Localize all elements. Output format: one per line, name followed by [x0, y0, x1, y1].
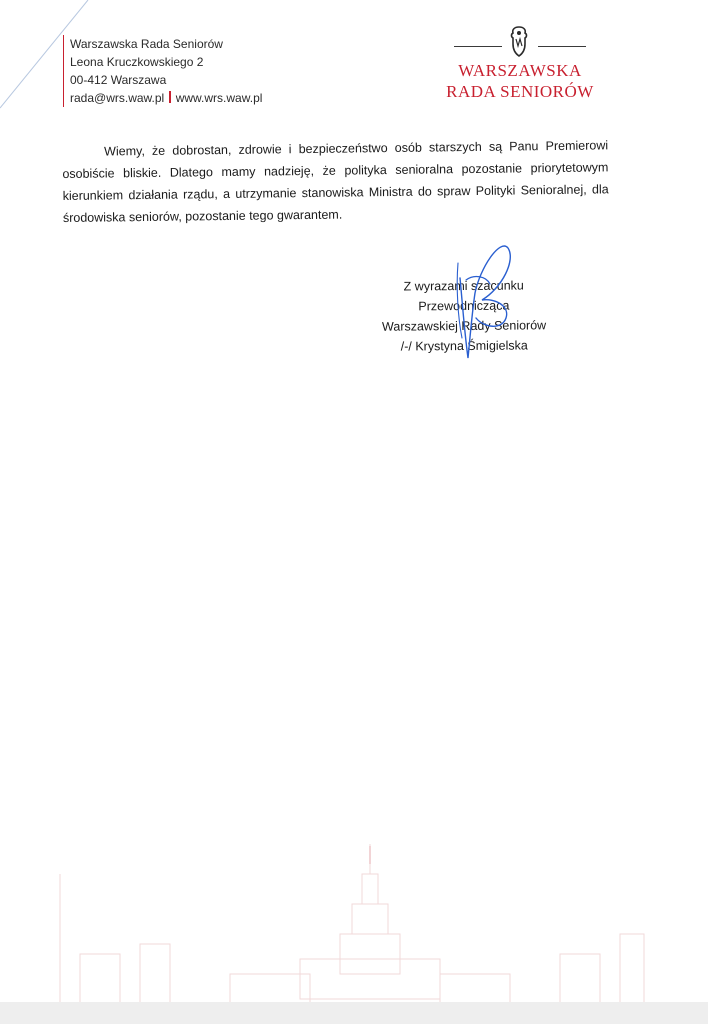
sender-city: 00-412 Warszawa [70, 73, 167, 87]
warsaw-skyline-watermark [0, 834, 708, 1024]
logo-rule-left [454, 46, 502, 47]
sender-contact [70, 89, 262, 107]
letter-paragraph: Wiemy, że dobrostan, zdrowie i bezpieczeństwo osób starszych są Panu Premierowi osobiście bliskie. Dlatego mamy nadzieję, że polityka senioralna pozostanie priorytetowym kierunkiem działania rządu, a utrzymanie stanowiska Ministra do spraw Polityki Senioralnej, dla środowiska seniorów, pozostanie tego gwarantem. [62, 138, 609, 225]
logo-emblem [430, 26, 610, 60]
logo-line-1: WARSZAWSKA [458, 61, 582, 80]
sender-street: Leona Kruczkowskiego 2 [70, 55, 204, 69]
logo-line-2: RADA SENIORÓW [446, 82, 594, 101]
organization-logo [430, 26, 610, 102]
sender-address-block [63, 35, 262, 107]
closing-signatory: /-/ Krystyna Śmigielska [400, 338, 528, 354]
handwritten-signature [440, 218, 530, 368]
closing-organization: Warszawskiej Rady Seniorów [381, 318, 547, 334]
closing-greeting: Z wyrazami szacunku [403, 278, 524, 294]
contact-separator [169, 91, 171, 103]
warsaw-mermaid-emblem-icon [508, 26, 530, 58]
closing-role: Przewodnicząca [418, 298, 510, 314]
sender-name: Warszawska Rada Seniorów [70, 37, 223, 51]
sender-website: www.wrs.waw.pl [175, 91, 263, 105]
logo-rule-right [538, 46, 586, 47]
sender-email: rada@wrs.waw.pl [70, 91, 165, 105]
